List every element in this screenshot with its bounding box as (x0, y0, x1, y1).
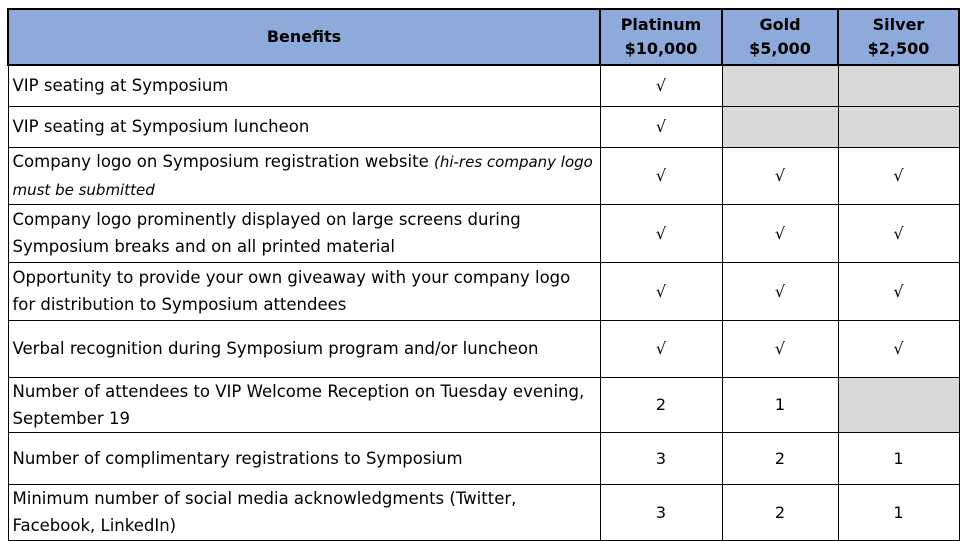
value-cell-gold: 2 (722, 484, 838, 540)
table-row (8, 320, 959, 377)
benefit-cell (8, 320, 600, 377)
unavailable-cell-silver (838, 377, 959, 432)
benefit-cell (8, 106, 600, 147)
table-row (8, 432, 959, 484)
header-row (8, 9, 959, 65)
value-cell-silver: 1 (838, 432, 959, 484)
value-cell-silver: √ (838, 147, 959, 204)
tier-header-platinum (600, 9, 722, 65)
table-body (8, 65, 959, 540)
value-cell-platinum: 2 (600, 377, 722, 432)
value-cell-gold: √ (722, 262, 838, 320)
table-row (8, 484, 959, 540)
unavailable-cell-gold (722, 65, 838, 106)
benefit-text: VIP seating at Symposium luncheon (12, 117, 310, 136)
benefit-text: Company logo on Symposium registration website (12, 151, 434, 171)
benefit-text: Verbal recognition during Symposium program and/or luncheon (12, 339, 539, 358)
benefit-cell (8, 65, 600, 106)
table-row (8, 377, 959, 432)
benefit-cell (8, 484, 600, 540)
value-cell-silver: √ (838, 262, 959, 320)
value-cell-gold: 2 (722, 432, 838, 484)
value-cell-gold: √ (722, 320, 838, 377)
value-cell-platinum: 3 (600, 484, 722, 540)
value-cell-platinum: √ (600, 262, 722, 320)
benefit-cell (8, 432, 600, 484)
tier-header-gold (722, 9, 838, 65)
tier-name: Silver (872, 15, 925, 34)
benefit-text: Minimum number of social media acknowledgments (Twitter, Facebook, LinkedIn) (12, 489, 517, 535)
table-row (8, 106, 959, 147)
unavailable-cell-gold (722, 106, 838, 147)
value-cell-silver: 1 (838, 484, 959, 540)
benefit-cell (8, 147, 600, 204)
tier-price: $10,000 (624, 39, 698, 58)
tier-name: Gold (759, 15, 801, 34)
value-cell-silver: √ (838, 320, 959, 377)
value-cell-platinum: √ (600, 65, 722, 106)
value-cell-gold: √ (722, 147, 838, 204)
value-cell-platinum: √ (600, 320, 722, 377)
benefit-text: Number of complimentary registrations to Symposium (12, 448, 463, 468)
value-cell-platinum: √ (600, 106, 722, 147)
benefit-cell (8, 262, 600, 320)
value-cell-silver: √ (838, 204, 959, 262)
benefit-note: (hi-res company logo must be submitted (12, 152, 593, 199)
benefits-column-header: Benefits (8, 9, 600, 65)
benefit-text: Company logo prominently displayed on large screens during Symposium breaks and on all printed material (12, 210, 521, 256)
value-cell-platinum: √ (600, 204, 722, 262)
tier-header-silver (838, 9, 959, 65)
table-row (8, 262, 959, 320)
table-row (8, 65, 959, 106)
value-cell-gold: 1 (722, 377, 838, 432)
unavailable-cell-silver (838, 65, 959, 106)
tier-price: $5,000 (749, 39, 811, 58)
table-row (8, 204, 959, 262)
tier-name: Platinum (620, 15, 702, 34)
value-cell-platinum: 3 (600, 432, 722, 484)
benefit-text: Opportunity to provide your own giveaway with your company logo for distribution to Symposium attendees (12, 268, 571, 314)
table-header (8, 9, 959, 65)
sponsorship-benefits-table (7, 8, 960, 541)
tier-price: $2,500 (867, 39, 930, 58)
benefit-text: Number of attendees to VIP Welcome Reception on Tuesday evening, September 19 (12, 381, 585, 428)
value-cell-gold: √ (722, 204, 838, 262)
benefit-cell (8, 204, 600, 262)
benefit-text: VIP seating at Symposium (12, 76, 229, 96)
table-row (8, 147, 959, 204)
unavailable-cell-silver (838, 106, 959, 147)
value-cell-platinum: √ (600, 147, 722, 204)
benefit-cell (8, 377, 600, 432)
